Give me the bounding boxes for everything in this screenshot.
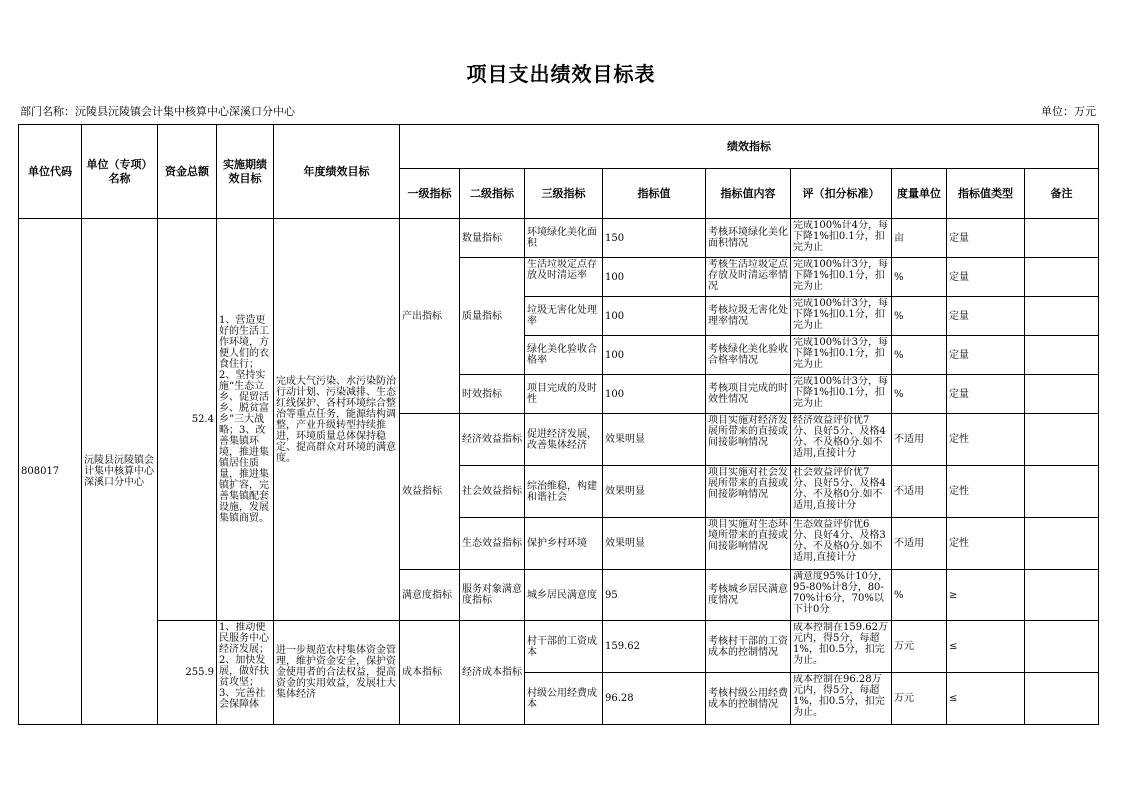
- content-cell: 考核环境绿化美化面积情况: [706, 219, 791, 258]
- header-unit-code: 单位代码: [19, 125, 82, 219]
- level2-cell: 质量指标: [460, 258, 525, 375]
- content-text: 考核生活垃圾定点存放及时清运率情况: [708, 258, 788, 292]
- level3-cell: 村级公用经费成本: [525, 673, 603, 725]
- score-cell: [791, 414, 892, 466]
- score-cell: [791, 336, 892, 375]
- header-period-goal: 实施期绩效目标: [217, 125, 274, 219]
- currency-unit: 单位：万元: [1041, 105, 1096, 118]
- header-indicator-value: 指标值: [603, 169, 706, 219]
- header-annual-goal: 年度绩效目标: [274, 125, 400, 219]
- level1-cell: 成本指标: [400, 621, 460, 725]
- content-text: 项目实施对社会发展所带来的直接或间接影响情况: [708, 466, 788, 500]
- vtype-cell: 定性: [947, 466, 1025, 518]
- value-cell: 95: [603, 570, 706, 621]
- amount-cell: 52.4: [158, 219, 217, 621]
- note-cell: [1025, 414, 1099, 466]
- level2-cell: 生态效益指标: [460, 518, 525, 570]
- value-cell: 100: [603, 297, 706, 336]
- level2-cell: 时效指标: [460, 375, 525, 414]
- score-cell: [791, 466, 892, 518]
- vtype-cell: 定量: [947, 375, 1025, 414]
- level3-cell: 促进经济发展，改善集体经济: [525, 414, 603, 466]
- value-cell: 100: [603, 336, 706, 375]
- content-cell: [706, 258, 791, 297]
- header-value-type: 指标值类型: [947, 169, 1025, 219]
- performance-table: [18, 124, 1099, 725]
- measure-cell: 不适用: [892, 518, 947, 570]
- note-cell: [1025, 219, 1099, 258]
- score-cell: [791, 570, 892, 621]
- level3-cell: 城乡居民满意度: [525, 570, 603, 621]
- measure-cell: %: [892, 375, 947, 414]
- period-goal-text: 1、推动便民服务中心经济发展；2、加快发展，做好扶贫攻坚；3、完善社会保障体: [219, 621, 269, 710]
- score-cell: [791, 258, 892, 297]
- score-cell: [791, 621, 892, 673]
- note-cell: [1025, 621, 1099, 673]
- measure-cell: 万元: [892, 621, 947, 673]
- department-name: 部门名称：沅陵县沅陵镇会计集中核算中心深溪口分中心: [20, 105, 295, 118]
- score-cell: [791, 673, 892, 725]
- header-measure-unit: 度量单位: [892, 169, 947, 219]
- level3-cell: 村干部的工资成本: [525, 621, 603, 673]
- score-text: 完成100%计4分，每下降1%扣0.1分，扣完为止: [793, 219, 888, 253]
- value-cell: 效果明显: [603, 414, 706, 466]
- score-cell: [791, 297, 892, 336]
- value-cell: 100: [603, 258, 706, 297]
- level2-cell: 经济成本指标: [460, 621, 525, 725]
- vtype-cell: 定量: [947, 219, 1025, 258]
- header-level2: 二级指标: [460, 169, 525, 219]
- value-cell: 159.62: [603, 621, 706, 673]
- score-text: 成本控制在159.62万元内，得5分，每超1%，扣0.5分，扣完为止。: [793, 621, 888, 666]
- content-cell: 考核垃圾无害化处理率情况: [706, 297, 791, 336]
- score-text: 完成100%计3分，每下降1%扣0.1分，扣完为止: [793, 336, 888, 370]
- content-text: 项目实施对生态环境所带来的直接或间接影响情况: [708, 518, 788, 552]
- header-performance-indicators: 绩效指标: [400, 125, 1099, 169]
- note-cell: [1025, 258, 1099, 297]
- measure-cell: 不适用: [892, 414, 947, 466]
- level3-cell: 垃圾无害化处理率: [525, 297, 603, 336]
- value-cell: 100: [603, 375, 706, 414]
- content-cell: [706, 518, 791, 570]
- level3-cell: 项目完成的及时性: [525, 375, 603, 414]
- level2-cell: 数量指标: [460, 219, 525, 258]
- vtype-cell: 定量: [947, 297, 1025, 336]
- level1-cell: 效益指标: [400, 414, 460, 570]
- note-cell: [1025, 466, 1099, 518]
- content-cell: 考核村级公用经费成本的控制情况: [706, 673, 791, 725]
- level2-cell: 经济效益指标: [460, 414, 525, 466]
- header-note: 备注: [1025, 169, 1099, 219]
- unit-name-cell: 沅陵县沅陵镇会计集中核算中心深溪口分中心: [82, 219, 158, 725]
- value-cell: 效果明显: [603, 518, 706, 570]
- note-cell: [1025, 570, 1099, 621]
- amount-cell: 255.9: [158, 621, 217, 725]
- score-text: 完成100%计3分，每下降1%扣0.1分，扣完为止: [793, 258, 888, 292]
- content-cell: 考核项目完成的时效性情况: [706, 375, 791, 414]
- content-cell: 考核绿化美化验收合格率情况: [706, 336, 791, 375]
- value-cell: 150: [603, 219, 706, 258]
- content-cell: [706, 414, 791, 466]
- header-level3: 三级指标: [525, 169, 603, 219]
- vtype-cell: ≤: [947, 621, 1025, 673]
- vtype-cell: ≤: [947, 673, 1025, 725]
- value-cell: 效果明显: [603, 466, 706, 518]
- annual-goal-cell: 完成大气污染、水污染防治行动计划、污染减排、生态红线保护、各村环境综合整治等重点任务，能源结构调整，产业升级转型持续推进，环境质量总体保持稳定、提高群众对环境的满意度。: [274, 219, 400, 621]
- header-scoring: 评（扣分标准）: [791, 169, 892, 219]
- page-title: 项目支出绩效目标表: [466, 62, 656, 86]
- score-cell: [791, 375, 892, 414]
- level1-cell: 满意度指标: [400, 570, 460, 621]
- measure-cell: %: [892, 258, 947, 297]
- table-row: [19, 621, 1099, 673]
- measure-cell: %: [892, 297, 947, 336]
- note-cell: [1025, 336, 1099, 375]
- period-goal-cell: [217, 621, 274, 725]
- content-text: 项目实施对经济发展所带来的直接或间接影响情况: [708, 414, 788, 448]
- level3-cell: 保护乡村环境: [525, 518, 603, 570]
- header-level1: 一级指标: [400, 169, 460, 219]
- note-cell: [1025, 518, 1099, 570]
- vtype-cell: 定性: [947, 414, 1025, 466]
- level3-cell: 环境绿化美化面积: [525, 219, 603, 258]
- score-text: 完成100%计3分，每下降1%扣0.1分，扣完为止: [793, 297, 888, 331]
- score-text: 成本控制在96.28万元内，得5分，每超1%，扣0.5分，扣完为止。: [793, 673, 885, 718]
- note-cell: [1025, 297, 1099, 336]
- table-row: [19, 219, 1099, 258]
- score-cell: [791, 518, 892, 570]
- vtype-cell: 定量: [947, 336, 1025, 375]
- period-goal-cell: 1、营造更好的生活工作环境，方便人们的衣食住行；2、坚持实施“生态立乡、促贸活乡、脱贫富乡”三大战略；3、改善集镇环境，推进集镇居住质量，推进集镇扩容，完善集镇配套设施，发展集镇商贸。: [217, 219, 274, 621]
- header-total-funds: 资金总额: [158, 125, 217, 219]
- level2-cell: 社会效益指标: [460, 466, 525, 518]
- score-text: 完成100%计3分，每下降1%扣0.1分，扣完为止: [793, 375, 888, 409]
- measure-cell: 不适用: [892, 466, 947, 518]
- measure-cell: %: [892, 336, 947, 375]
- level1-cell: 产出指标: [400, 219, 460, 414]
- measure-cell: %: [892, 570, 947, 621]
- level3-cell: 绿化美化验收合格率: [525, 336, 603, 375]
- level3-text: 生活垃圾定点存放及时清运率: [527, 258, 597, 281]
- level3-cell: [525, 258, 603, 297]
- level2-cell: 服务对象满意度指标: [460, 570, 525, 621]
- header-value-content: 指标值内容: [706, 169, 791, 219]
- score-text: 社会效益评价优7分、良好5分、及格4分、不及格0分.如不适用,直接计分: [793, 466, 886, 511]
- note-cell: [1025, 673, 1099, 725]
- unit-code-cell: 808017: [19, 219, 82, 725]
- score-text: 生态效益评价优6分、良好4分、及格3分、不及格0分.如不适用,直接计分: [793, 518, 886, 563]
- vtype-cell: ≥: [947, 570, 1025, 621]
- score-text: 经济效益评价优7分、良好5分、及格4分、不及格0分.如不适用,直接计分: [793, 414, 886, 459]
- content-cell: [706, 466, 791, 518]
- header-unit-name: 单位（专项）名称: [82, 125, 158, 219]
- content-cell: 考核城乡居民满意度情况: [706, 570, 791, 621]
- vtype-cell: 定性: [947, 518, 1025, 570]
- vtype-cell: 定量: [947, 258, 1025, 297]
- annual-goal-cell: 进一步规范农村集体资金管理，维护资金安全，保护资金使用者的合法权益，提高资金的实用效益，发展壮大集体经济: [274, 621, 400, 725]
- note-cell: [1025, 375, 1099, 414]
- score-text: 满意度95%计10分，95-80%计8分，80-70%计6分，70%以下计0分: [793, 570, 888, 615]
- level3-cell: 综治维稳，构建和谐社会: [525, 466, 603, 518]
- content-cell: 考核村干部的工资成本的控制情况: [706, 621, 791, 673]
- value-cell: 96.28: [603, 673, 706, 725]
- score-cell: [791, 219, 892, 258]
- measure-cell: 亩: [892, 219, 947, 258]
- measure-cell: 万元: [892, 673, 947, 725]
